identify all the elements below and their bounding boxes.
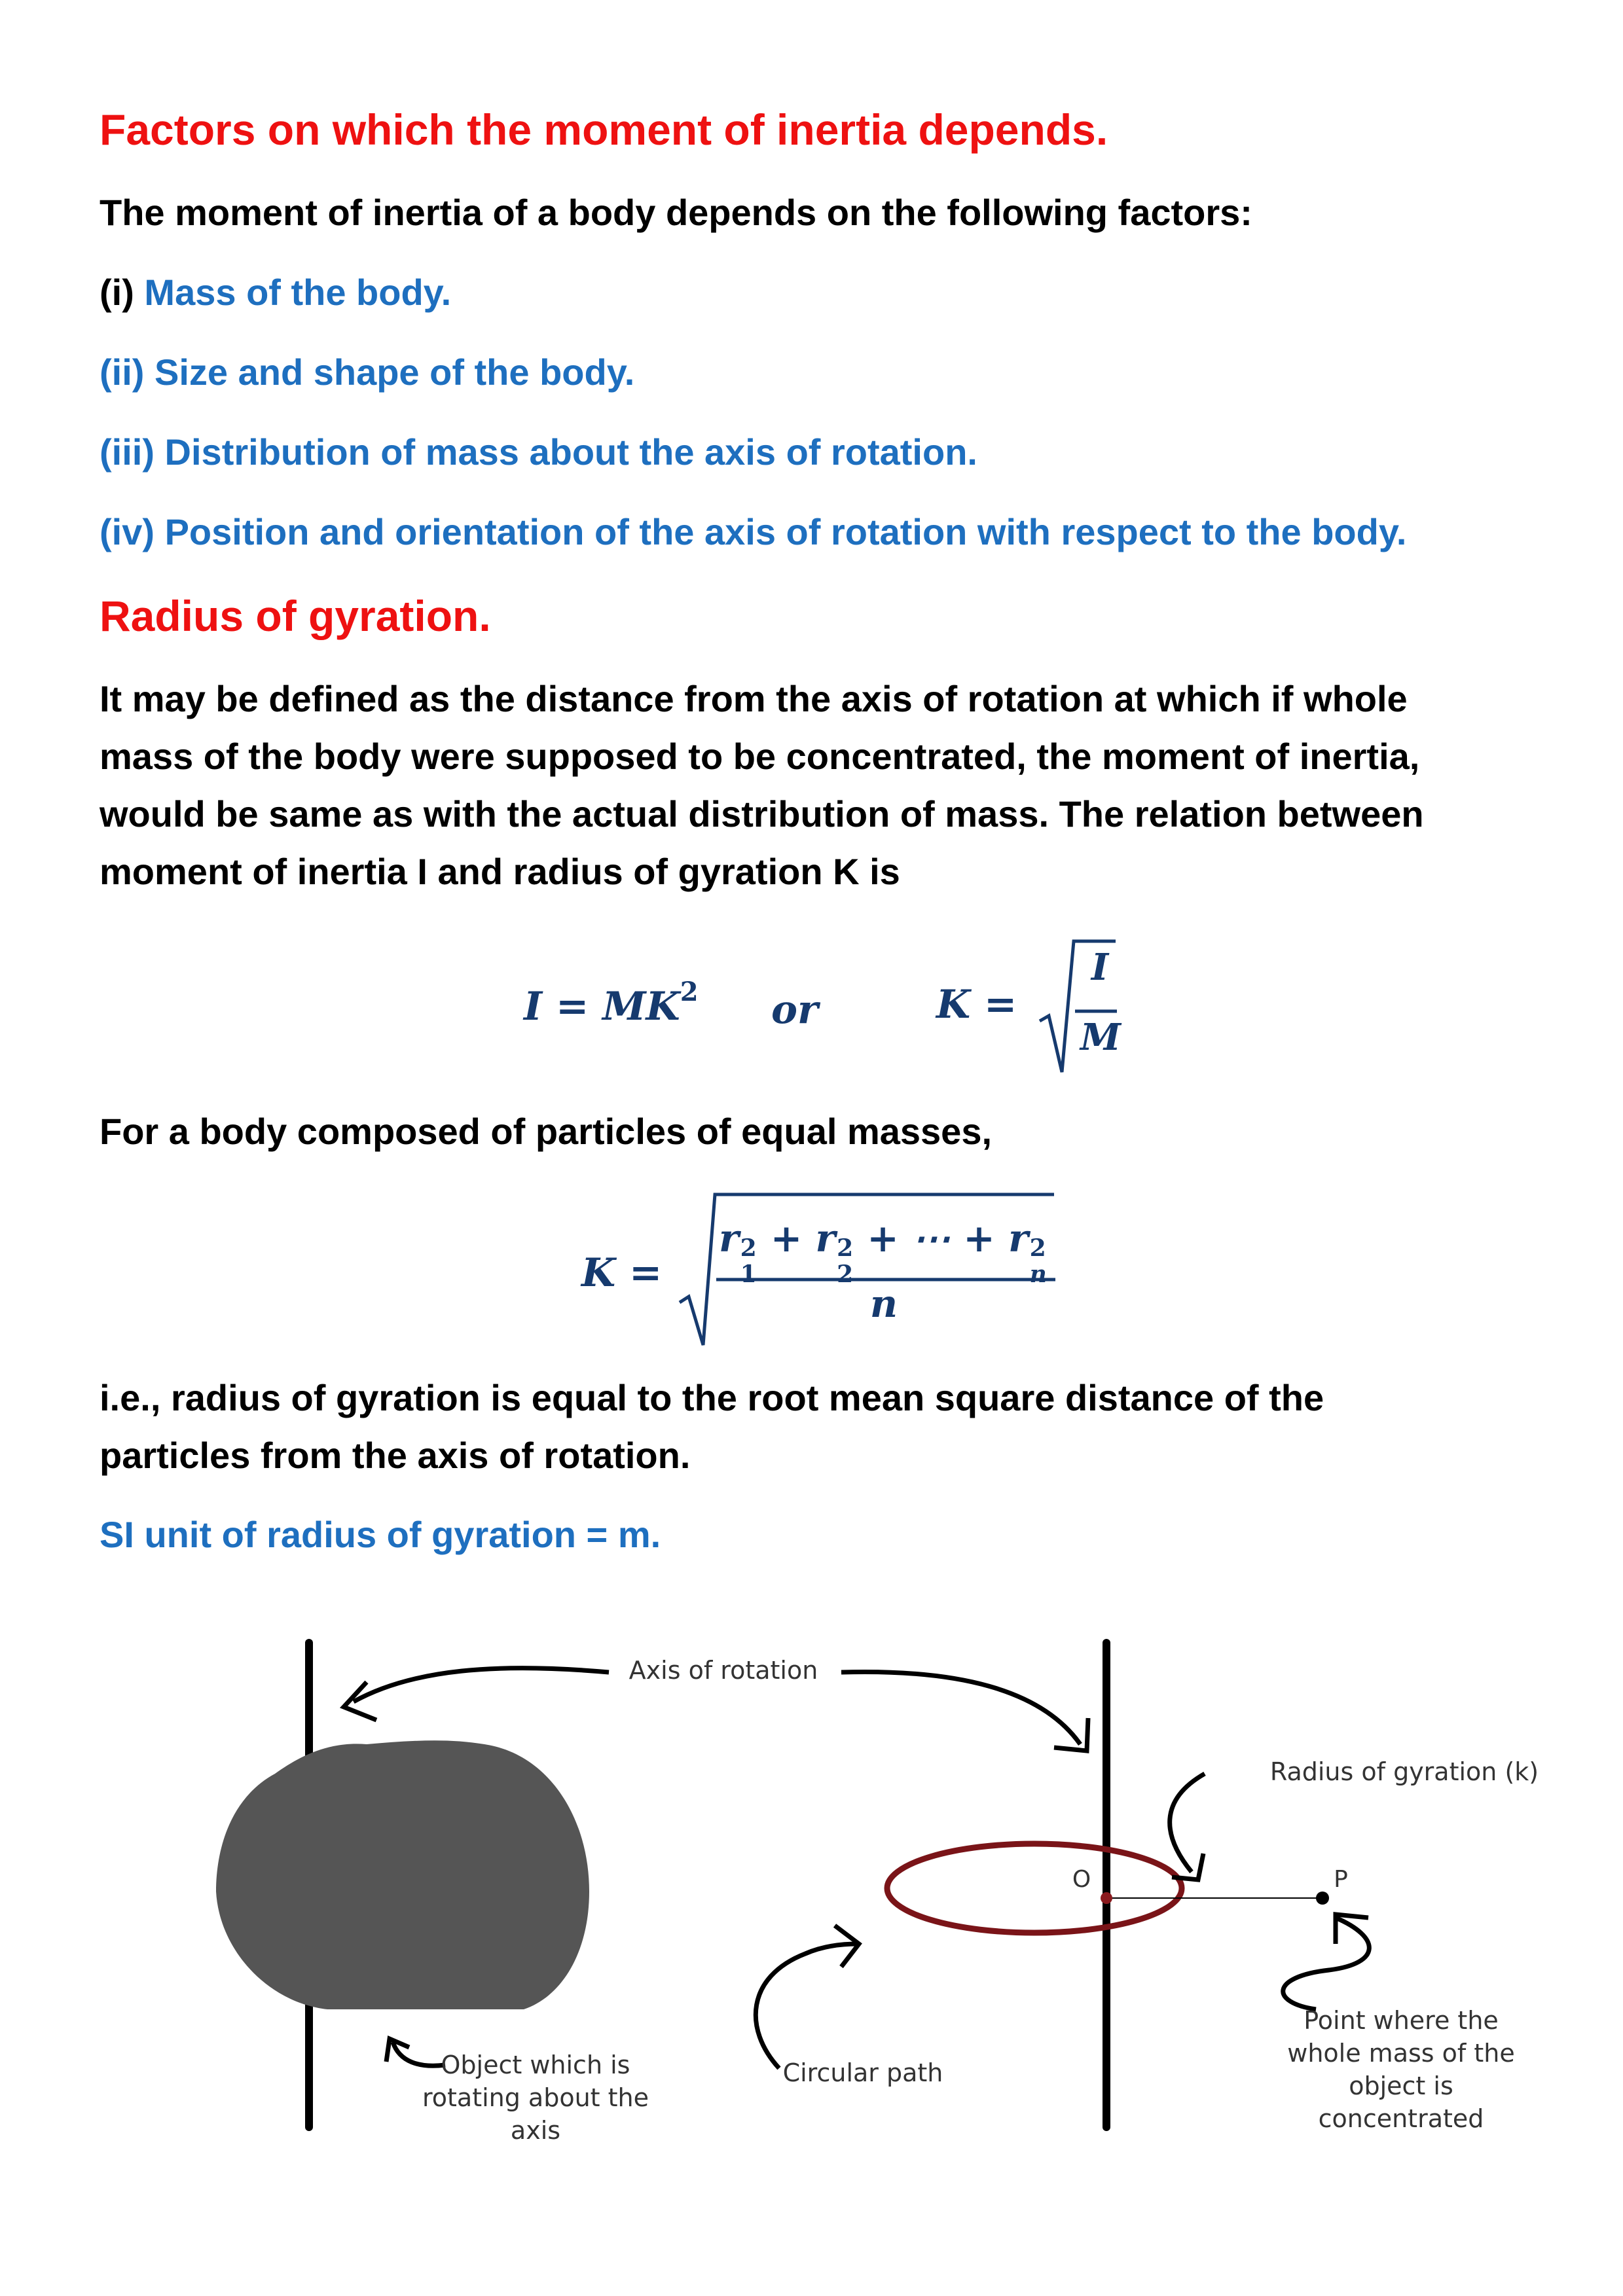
fraction-denominator-n: n bbox=[869, 1282, 898, 1326]
equal-masses-text: For a body composed of particles of equal masses, bbox=[100, 1111, 993, 1152]
factor-item bbox=[100, 351, 634, 393]
sqrt-sign-2 bbox=[674, 1181, 1061, 1352]
intro-text: The moment of inertia of a body depends on the following factors: bbox=[100, 192, 1252, 233]
arrow-to-left-axis bbox=[354, 1668, 609, 1702]
arrow-to-point-p bbox=[1283, 1918, 1370, 2009]
object-label-line: rotating about the bbox=[422, 2083, 649, 2112]
object-label-line: Object which is bbox=[441, 2051, 630, 2079]
formula-k-equals-2: K = bbox=[581, 1250, 663, 1296]
point-p-label: P bbox=[1334, 1866, 1348, 1893]
gyration-diagram bbox=[0, 1610, 1623, 2186]
fraction-numerator: I bbox=[1091, 946, 1109, 989]
heading-factors: Factors on which the moment of inertia depends. bbox=[100, 105, 1108, 154]
factor-text: Position and orientation of the axis of rotation with respect to the body. bbox=[164, 511, 1407, 552]
point-label-line: whole mass of the bbox=[1287, 2039, 1515, 2068]
rotating-object-blob bbox=[216, 1740, 589, 2009]
factor-item bbox=[100, 511, 1406, 553]
rms-paragraph bbox=[100, 1369, 1527, 1484]
point-p-dot bbox=[1316, 1892, 1329, 1905]
definition-paragraph bbox=[100, 670, 1527, 901]
formula-i-mk2 bbox=[524, 977, 699, 1030]
circular-path-ring bbox=[887, 1844, 1182, 1933]
formula-or: or bbox=[771, 987, 818, 1033]
fraction-denominator: M bbox=[1080, 1016, 1121, 1059]
factor-text: Distribution of mass about the axis of rotation. bbox=[164, 431, 977, 473]
circular-path-label: Circular path bbox=[782, 2058, 943, 2087]
factor-number: (iv) bbox=[100, 511, 155, 552]
factor-number: (i) bbox=[100, 272, 134, 313]
definition-line: would be same as with the actual distribution of mass. The relation between bbox=[100, 793, 1424, 834]
factor-number: (iii) bbox=[100, 431, 155, 473]
point-label-line: object is bbox=[1349, 2072, 1453, 2100]
formula-k-equals: K = bbox=[936, 982, 1017, 1028]
rms-line: i.e., radius of gyration is equal to the root mean square distance of the bbox=[100, 1377, 1324, 1418]
si-unit-text: SI unit of radius of gyration = m. bbox=[100, 1514, 661, 1555]
formula-sum-of-squares: r 2 1 + r 2 2 + ⋯ + r 2 n bbox=[719, 1216, 1047, 1288]
factor-number: (ii) bbox=[100, 351, 145, 393]
factor-text: Mass of the body. bbox=[144, 272, 452, 313]
point-label-line: concentrated bbox=[1318, 2104, 1484, 2133]
arrow-to-radius bbox=[1170, 1774, 1205, 1872]
definition-line: It may be defined as the distance from the axis of rotation at which if whole bbox=[100, 678, 1408, 719]
arrow-to-right-axis bbox=[841, 1672, 1080, 1744]
formula-exponent: 2 bbox=[680, 977, 699, 1007]
radius-of-gyration-label: Radius of gyration (k) bbox=[1269, 1757, 1539, 1786]
object-label-line: axis bbox=[510, 2116, 561, 2145]
factor-text: Size and shape of the body. bbox=[154, 351, 635, 393]
definition-line: mass of the body were supposed to be concentrated, the moment of inertia, bbox=[100, 736, 1420, 777]
arrow-head bbox=[344, 1682, 376, 1720]
point-o-dot bbox=[1101, 1892, 1112, 1904]
rms-line: particles from the axis of rotation. bbox=[100, 1435, 691, 1476]
heading-gyration: Radius of gyration. bbox=[100, 592, 491, 640]
factor-item bbox=[100, 431, 977, 473]
formula-lhs: I = MK bbox=[524, 984, 680, 1030]
factor-item bbox=[100, 271, 451, 314]
definition-line: moment of inertia I and radius of gyration K is bbox=[100, 851, 900, 892]
point-label-line: Point where the bbox=[1304, 2006, 1499, 2035]
point-o-label: O bbox=[1072, 1866, 1091, 1893]
axis-of-rotation-label: Axis of rotation bbox=[629, 1656, 818, 1685]
